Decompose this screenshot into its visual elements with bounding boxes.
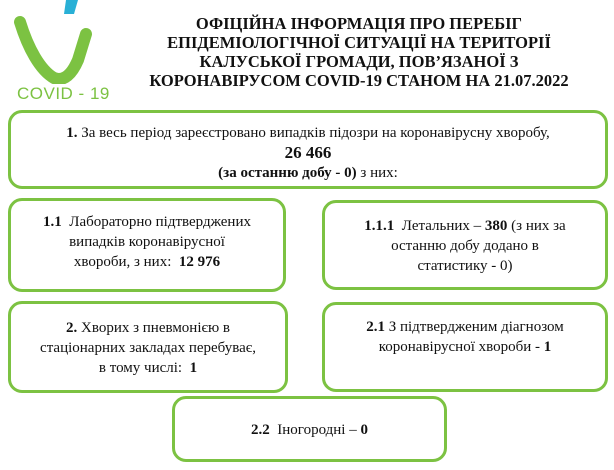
total-cases-box [8,110,608,189]
nonresident-label: Іногородні – [277,422,357,438]
lethal-box [322,200,608,290]
pneumonia-text-1: Хворих з пневмонією в [81,320,230,336]
section-number: 2.1 [366,319,385,335]
lethal-line-2: останню добу додано в [391,238,539,254]
section-number: 2. [66,320,78,336]
total-suffix: з них: [360,165,398,181]
title-line: КОРОНАВІРУСОМ COVID-19 СТАНОМ НА 21.07.2022 [149,71,569,90]
title-line: КАЛУСЬКОЇ ГРОМАДИ, ПОВ’ЯЗАНОЇ З [199,52,519,71]
lethal-label: Летальних – [401,218,482,234]
total-cases-line [11,123,605,143]
lethal-value: 380 [484,218,508,234]
total-cases-text: За весь період зареєстровано випадків підозри на коронавірусну хворобу, [81,125,550,141]
title-line: ЕПІДЕМІОЛОГІЧНОЇ СИТУАЦІЇ НА ТЕРИТОРІЇ [167,33,551,52]
section-number: 1. [66,125,78,141]
lab-text-3: хвороби, з них: [73,254,172,270]
pneumonia-line-1 [11,318,285,338]
nonresident-box [172,396,447,462]
section-number: 1.1.1 [364,218,395,234]
covid-logo [6,0,110,106]
lethal-line-3 [325,256,605,276]
logo-label: COVID - 19 [17,84,110,103]
pneumonia-line-3 [11,358,285,378]
lethal-text-3: статистику - [417,258,497,274]
lab-line-1 [11,212,283,232]
diagnosis-line-1 [325,317,605,337]
lab-line-3 [11,252,283,272]
pneumonia-value: 1 [189,360,198,376]
confirmed-diagnosis-box [322,302,608,392]
lab-line-2: випадків коронавірусної [69,234,225,250]
diagnosis-text-2: коронавірусної хвороби - [378,339,540,355]
nonresident-value: 0 [360,422,368,438]
page-title [112,14,606,90]
section-number: 2.2 [251,422,270,438]
last-day-count: (за останню добу - 0) [218,165,357,181]
title-line: ОФІЦІЙНА ІНФОРМАЦІЯ ПРО ПЕРЕБІГ [195,14,523,33]
lethal-last-day-value: 0) [500,258,513,274]
total-last-day-line [11,163,605,183]
section-number: 1.1 [43,214,62,230]
nonresident-line [175,420,444,440]
total-cases-value: 26 466 [284,143,332,162]
lethal-text-1: (з них за [511,218,566,234]
lab-confirmed-box [8,198,286,292]
pneumonia-text-3: в тому числі: [98,360,183,376]
virus-v-icon [6,0,110,84]
pneumonia-box [8,301,288,393]
diagnosis-text-1: З підтвердженим діагнозом [388,319,564,335]
lethal-line-1 [325,216,605,236]
pneumonia-line-2: стаціонарних закладах перебуває, [40,340,256,356]
diagnosis-line-2 [325,337,605,357]
lab-text-1: Лабораторно підтверджених [69,214,251,230]
lab-confirmed-value: 12 976 [178,254,221,270]
diagnosis-value: 1 [543,339,552,355]
